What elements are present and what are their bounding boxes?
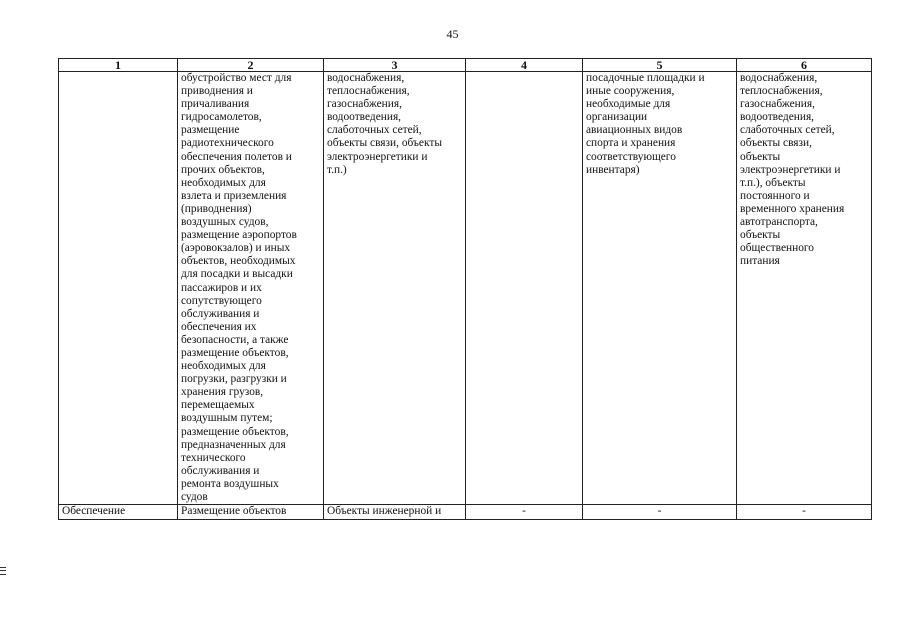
table-cell [583,505,737,520]
column-header-5: 5 [583,59,737,72]
cell-text: Размещение объектов [181,505,287,518]
table-cell [466,505,583,520]
table-cell [324,505,466,520]
table-cell [737,505,872,520]
table-cell [466,72,583,505]
cell-text: посадочные площадки и иные сооружения, необходимые для организации авиационных видов спорта и хранения соответствующего инвентаря) [586,72,705,176]
table-row [59,505,872,520]
cell-text: водоснабжения, теплоснабжения, газоснабжения, водоотведения, слаботочных сетей, объекты связи, объекты электроэнергетики и т.п.) [327,72,442,176]
table-cell [737,72,872,505]
table-cell [583,72,737,505]
table-cell [59,505,178,520]
column-header-4: 4 [466,59,583,72]
table-row [59,72,872,505]
cell-text: - [522,505,526,518]
regulations-table [58,58,872,520]
column-header-6: 6 [737,59,872,72]
table-cell [178,505,324,520]
cell-text: водоснабжения, теплоснабжения, газоснабжения, водоотведения, слаботочных сетей, объекты связи, объекты электроэнергетики и т.п.), объекты постоянного и временного хранения автотранспорта, объекты общественного питания [740,72,845,268]
cell-text: Объекты инженерной и [327,505,442,518]
column-header-1: 1 [59,59,178,72]
page-number: 45 [446,27,459,41]
cell-text: - [802,505,806,518]
table-cell [59,72,178,505]
margin-mark-icon [0,567,6,575]
column-header-2: 2 [178,59,324,72]
table-cell [178,72,324,505]
cell-text: Обеспечение [62,505,126,518]
table-cell [324,72,466,505]
column-header-3: 3 [324,59,466,72]
table-header-row [59,59,872,72]
cell-text: обустройство мест для приводнения и причаливания гидросамолетов, размещение радиотехнического обеспечения полетов и прочих объектов, необходимых для взлета и приземления (приводнения) воздушных судов, размещение аэропортов (аэровокзалов) и иных объектов, необходимых для посадки и высадки пассажиров и их сопутствующего обслуживания и обеспечения их безопасности, а также размещение объектов, необходимых для погрузки, разгрузки и хранения грузов, перемещаемых воздушным путем; размещение объектов, предназначенных для технического обслуживания и ремонта воздушных судов [181,72,297,503]
cell-text: - [657,505,662,518]
